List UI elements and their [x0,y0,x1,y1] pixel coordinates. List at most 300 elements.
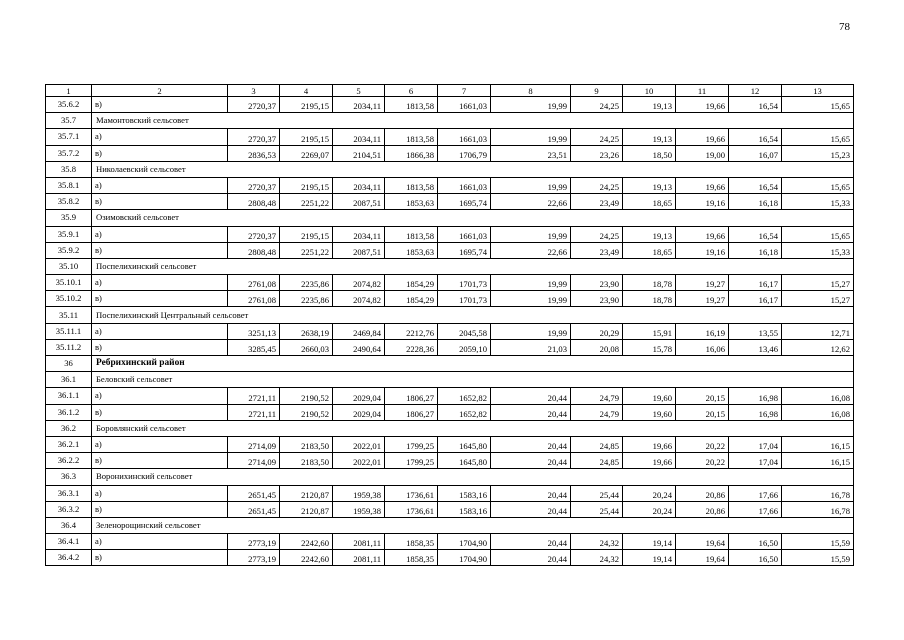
row-code: 36.3.2 [46,501,92,517]
section-code: 35.7 [46,113,92,129]
section-name: Воронихинский сельсовет [92,469,854,485]
value-cell: 15,59 [782,534,854,550]
value-cell: 15,59 [782,550,854,566]
row-code: 35.9.1 [46,226,92,242]
value-cell: 2808,48 [228,194,280,210]
page-number: 78 [839,21,850,33]
value-cell: 21,03 [491,339,571,355]
section-name: Зеленорощинский сельсовет [92,517,854,533]
column-number-cell: 2 [92,85,228,97]
value-cell: 15,23 [782,145,854,161]
value-cell: 18,65 [623,194,676,210]
value-cell: 13,55 [729,323,782,339]
value-cell: 18,50 [623,145,676,161]
row-type: а) [92,436,228,452]
section-code: 35.8 [46,161,92,177]
value-cell: 24,25 [571,129,623,145]
value-cell: 24,85 [571,436,623,452]
value-cell: 23,90 [571,291,623,307]
value-cell: 24,85 [571,453,623,469]
value-cell: 20,08 [571,339,623,355]
section-code: 35.9 [46,210,92,226]
value-cell: 19,60 [623,388,676,404]
value-cell: 15,65 [782,129,854,145]
value-cell: 19,00 [676,145,729,161]
value-cell: 1704,90 [438,550,491,566]
value-cell: 2251,22 [280,242,333,258]
table-row [46,291,854,307]
value-cell: 12,71 [782,323,854,339]
value-cell: 16,18 [729,242,782,258]
row-code: 36.2.2 [46,453,92,469]
table-row [46,97,854,113]
value-cell: 1799,25 [385,453,438,469]
column-number-row [46,85,854,97]
value-cell: 2045,58 [438,323,491,339]
value-cell: 2104,51 [333,145,385,161]
value-cell: 24,25 [571,177,623,193]
value-cell: 16,18 [729,194,782,210]
row-type: в) [92,194,228,210]
table-row [46,550,854,566]
value-cell: 19,66 [676,177,729,193]
column-number-cell: 13 [782,85,854,97]
value-cell: 2029,04 [333,388,385,404]
value-cell: 23,49 [571,242,623,258]
value-cell: 2195,15 [280,177,333,193]
value-cell: 2087,51 [333,194,385,210]
table-body [46,85,854,566]
row-code: 36.4.2 [46,550,92,566]
value-cell: 23,51 [491,145,571,161]
row-type: а) [92,129,228,145]
row-code: 36.1.1 [46,388,92,404]
settlement-row [46,258,854,274]
column-number-cell: 9 [571,85,623,97]
value-cell: 1853,63 [385,194,438,210]
value-cell: 2235,86 [280,275,333,291]
row-code: 35.7.1 [46,129,92,145]
value-cell: 22,66 [491,242,571,258]
value-cell: 2720,37 [228,177,280,193]
value-cell: 19,14 [623,534,676,550]
value-cell: 19,99 [491,323,571,339]
value-cell: 2269,07 [280,145,333,161]
value-cell: 1695,74 [438,242,491,258]
value-cell: 20,44 [491,534,571,550]
value-cell: 20,24 [623,501,676,517]
value-cell: 1959,38 [333,501,385,517]
value-cell: 24,25 [571,226,623,242]
value-cell: 16,98 [729,388,782,404]
value-cell: 1701,73 [438,275,491,291]
value-cell: 20,44 [491,436,571,452]
value-cell: 2120,87 [280,485,333,501]
value-cell: 18,65 [623,242,676,258]
value-cell: 15,65 [782,97,854,113]
section-code: 35.11 [46,307,92,323]
value-cell: 23,26 [571,145,623,161]
value-cell: 16,15 [782,436,854,452]
value-cell: 2638,19 [280,323,333,339]
value-cell: 2034,11 [333,97,385,113]
value-cell: 1959,38 [333,485,385,501]
value-cell: 25,44 [571,501,623,517]
settlement-row [46,469,854,485]
value-cell: 19,13 [623,97,676,113]
value-cell: 2022,01 [333,453,385,469]
value-cell: 15,27 [782,275,854,291]
value-cell: 2074,82 [333,291,385,307]
value-cell: 1858,35 [385,550,438,566]
value-cell: 2190,52 [280,404,333,420]
table-row [46,129,854,145]
settlement-row [46,161,854,177]
row-code: 35.11.1 [46,323,92,339]
table-row [46,275,854,291]
value-cell: 25,44 [571,485,623,501]
settlement-row [46,307,854,323]
value-cell: 1854,29 [385,291,438,307]
column-number-cell: 8 [491,85,571,97]
value-cell: 1813,58 [385,129,438,145]
value-cell: 19,16 [676,242,729,258]
table-row [46,323,854,339]
settlement-row [46,420,854,436]
row-type: в) [92,550,228,566]
value-cell: 2714,09 [228,436,280,452]
value-cell: 15,33 [782,194,854,210]
column-number-cell: 11 [676,85,729,97]
value-cell: 22,66 [491,194,571,210]
value-cell: 19,99 [491,97,571,113]
value-cell: 2242,60 [280,534,333,550]
value-cell: 2228,36 [385,339,438,355]
value-cell: 19,99 [491,226,571,242]
value-cell: 19,64 [676,550,729,566]
value-cell: 16,08 [782,404,854,420]
section-code: 36.4 [46,517,92,533]
value-cell: 16,78 [782,501,854,517]
value-cell: 2120,87 [280,501,333,517]
row-code: 35.6.2 [46,97,92,113]
value-cell: 15,91 [623,323,676,339]
value-cell: 2074,82 [333,275,385,291]
value-cell: 16,17 [729,291,782,307]
value-cell: 1736,61 [385,501,438,517]
value-cell: 24,79 [571,388,623,404]
column-number-cell: 6 [385,85,438,97]
value-cell: 20,22 [676,436,729,452]
value-cell: 1813,58 [385,97,438,113]
section-name: Мамонтовский сельсовет [92,113,854,129]
column-number-cell: 4 [280,85,333,97]
value-cell: 2195,15 [280,226,333,242]
value-cell: 2183,50 [280,436,333,452]
value-cell: 19,99 [491,177,571,193]
table-row [46,453,854,469]
table-row [46,145,854,161]
value-cell: 2183,50 [280,453,333,469]
value-cell: 24,25 [571,97,623,113]
value-cell: 19,60 [623,404,676,420]
row-code: 35.8.2 [46,194,92,210]
value-cell: 2721,11 [228,388,280,404]
value-cell: 20,29 [571,323,623,339]
value-cell: 16,78 [782,485,854,501]
value-cell: 2190,52 [280,388,333,404]
row-code: 36.1.2 [46,404,92,420]
row-type: а) [92,534,228,550]
row-type: в) [92,339,228,355]
section-name: Боровлянский сельсовет [92,420,854,436]
value-cell: 20,15 [676,404,729,420]
settlement-row [46,517,854,533]
row-type: в) [92,453,228,469]
value-cell: 1645,80 [438,453,491,469]
value-cell: 16,54 [729,97,782,113]
settlement-row [46,210,854,226]
section-code: 36.2 [46,420,92,436]
value-cell: 1652,82 [438,404,491,420]
table-row [46,534,854,550]
value-cell: 16,50 [729,534,782,550]
value-cell: 20,44 [491,550,571,566]
value-cell: 2081,11 [333,550,385,566]
table-row [46,404,854,420]
settlement-row [46,372,854,388]
value-cell: 2720,37 [228,129,280,145]
value-cell: 1661,03 [438,226,491,242]
value-cell: 19,99 [491,129,571,145]
value-cell: 2029,04 [333,404,385,420]
value-cell: 1645,80 [438,436,491,452]
row-code: 36.3.1 [46,485,92,501]
value-cell: 19,13 [623,177,676,193]
table-row [46,226,854,242]
value-cell: 1854,29 [385,275,438,291]
column-number-cell: 7 [438,85,491,97]
value-cell: 23,90 [571,275,623,291]
value-cell: 2761,08 [228,275,280,291]
row-type: в) [92,291,228,307]
row-type: в) [92,242,228,258]
section-code: 36.3 [46,469,92,485]
value-cell: 20,86 [676,501,729,517]
value-cell: 19,64 [676,534,729,550]
section-code: 36 [46,356,92,372]
row-code: 35.9.2 [46,242,92,258]
value-cell: 1736,61 [385,485,438,501]
value-cell: 2720,37 [228,226,280,242]
value-cell: 15,27 [782,291,854,307]
value-cell: 2022,01 [333,436,385,452]
value-cell: 20,44 [491,501,571,517]
value-cell: 2235,86 [280,291,333,307]
section-name: Озимовский сельсовет [92,210,854,226]
section-name: Николаевский сельсовет [92,161,854,177]
value-cell: 2087,51 [333,242,385,258]
value-cell: 19,27 [676,275,729,291]
value-cell: 19,13 [623,129,676,145]
value-cell: 19,14 [623,550,676,566]
value-cell: 19,66 [623,453,676,469]
value-cell: 2469,84 [333,323,385,339]
value-cell: 16,98 [729,404,782,420]
table-row [46,242,854,258]
value-cell: 1806,27 [385,404,438,420]
value-cell: 1652,82 [438,388,491,404]
settlement-row [46,113,854,129]
value-cell: 2034,11 [333,129,385,145]
section-name: Поспелихинский сельсовет [92,258,854,274]
row-code: 35.7.2 [46,145,92,161]
value-cell: 1661,03 [438,97,491,113]
table-row [46,194,854,210]
value-cell: 2212,76 [385,323,438,339]
value-cell: 16,17 [729,275,782,291]
value-cell: 23,49 [571,194,623,210]
value-cell: 2034,11 [333,177,385,193]
value-cell: 20,15 [676,388,729,404]
value-cell: 19,66 [676,226,729,242]
row-type: в) [92,501,228,517]
value-cell: 2660,03 [280,339,333,355]
value-cell: 16,54 [729,177,782,193]
table-row [46,177,854,193]
value-cell: 1661,03 [438,129,491,145]
value-cell: 20,24 [623,485,676,501]
value-cell: 2195,15 [280,129,333,145]
value-cell: 16,15 [782,453,854,469]
value-cell: 1806,27 [385,388,438,404]
section-code: 36.1 [46,372,92,388]
value-cell: 1853,63 [385,242,438,258]
row-code: 36.4.1 [46,534,92,550]
value-cell: 18,78 [623,275,676,291]
value-cell: 17,66 [729,501,782,517]
row-type: а) [92,226,228,242]
row-code: 35.10.1 [46,275,92,291]
row-type: в) [92,97,228,113]
value-cell: 1706,79 [438,145,491,161]
column-number-cell: 3 [228,85,280,97]
value-cell: 20,44 [491,388,571,404]
row-code: 35.10.2 [46,291,92,307]
column-number-cell: 1 [46,85,92,97]
section-name: Поспелихинский Центральный сельсовет [92,307,854,323]
value-cell: 2651,45 [228,485,280,501]
data-table [45,84,854,566]
value-cell: 19,13 [623,226,676,242]
value-cell: 20,44 [491,404,571,420]
value-cell: 1813,58 [385,226,438,242]
value-cell: 24,32 [571,550,623,566]
value-cell: 1813,58 [385,177,438,193]
value-cell: 16,54 [729,129,782,145]
value-cell: 2251,22 [280,194,333,210]
value-cell: 19,16 [676,194,729,210]
value-cell: 20,44 [491,485,571,501]
value-cell: 16,06 [676,339,729,355]
section-code: 35.10 [46,258,92,274]
value-cell: 2651,45 [228,501,280,517]
row-type: а) [92,485,228,501]
value-cell: 16,50 [729,550,782,566]
value-cell: 12,62 [782,339,854,355]
value-cell: 3285,45 [228,339,280,355]
value-cell: 2195,15 [280,97,333,113]
value-cell: 17,66 [729,485,782,501]
value-cell: 1858,35 [385,534,438,550]
table-row [46,485,854,501]
district-row [46,356,854,372]
value-cell: 2761,08 [228,291,280,307]
value-cell: 2720,37 [228,97,280,113]
row-code: 35.11.2 [46,339,92,355]
value-cell: 20,44 [491,453,571,469]
value-cell: 16,19 [676,323,729,339]
value-cell: 20,22 [676,453,729,469]
value-cell: 2721,11 [228,404,280,420]
value-cell: 1701,73 [438,291,491,307]
row-type: а) [92,323,228,339]
value-cell: 1695,74 [438,194,491,210]
value-cell: 2808,48 [228,242,280,258]
value-cell: 13,46 [729,339,782,355]
row-type: а) [92,177,228,193]
value-cell: 1866,38 [385,145,438,161]
value-cell: 2490,64 [333,339,385,355]
value-cell: 2034,11 [333,226,385,242]
value-cell: 19,66 [676,97,729,113]
value-cell: 2242,60 [280,550,333,566]
row-type: а) [92,275,228,291]
value-cell: 20,86 [676,485,729,501]
value-cell: 2714,09 [228,453,280,469]
column-number-cell: 12 [729,85,782,97]
value-cell: 19,66 [676,129,729,145]
value-cell: 1583,16 [438,485,491,501]
section-name: Ребрихинский район [92,356,854,372]
value-cell: 2773,19 [228,550,280,566]
value-cell: 2081,11 [333,534,385,550]
value-cell: 15,33 [782,242,854,258]
value-cell: 16,54 [729,226,782,242]
value-cell: 19,99 [491,275,571,291]
table-row [46,388,854,404]
row-code: 35.8.1 [46,177,92,193]
value-cell: 16,08 [782,388,854,404]
value-cell: 2773,19 [228,534,280,550]
column-number-cell: 5 [333,85,385,97]
value-cell: 24,32 [571,534,623,550]
value-cell: 1661,03 [438,177,491,193]
table-row [46,501,854,517]
value-cell: 15,65 [782,226,854,242]
value-cell: 1704,90 [438,534,491,550]
row-type: в) [92,145,228,161]
value-cell: 2836,53 [228,145,280,161]
value-cell: 1799,25 [385,436,438,452]
value-cell: 17,04 [729,436,782,452]
row-type: в) [92,404,228,420]
value-cell: 19,27 [676,291,729,307]
value-cell: 19,66 [623,436,676,452]
row-code: 36.2.1 [46,436,92,452]
value-cell: 19,99 [491,291,571,307]
section-name: Беловский сельсовет [92,372,854,388]
